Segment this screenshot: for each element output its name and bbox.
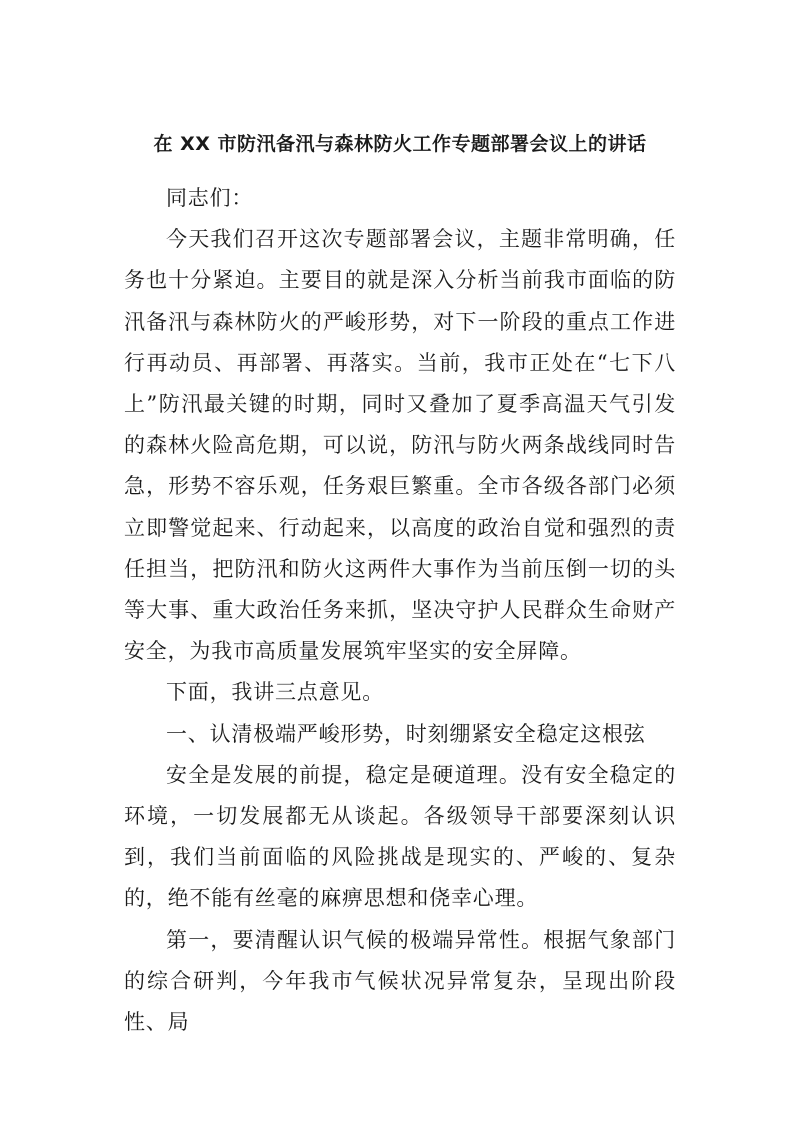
paragraph-first-point: 第一，要清醒认识气候的极端异常性。根据气象部门的综合研判，今年我市气候状况异常复杂，呈现出阶段性、局 [124, 927, 676, 1035]
section-heading-one: 一、认清极端严峻形势，时刻绷紧安全稳定这根弦 [166, 721, 646, 746]
paragraph-opening: 今天我们召开这次专题部署会议，主题非常明确，任务也十分紧迫。主要目的就是深入分析当前我市面临的防汛备汛与森林防火的严峻形势，对下一阶段的重点工作进行再动员、再部署、再落实。当前，我市正处在“七下八上”防汛最关键的时期，同时又叠加了夏季高温天气引发的森林火险高危期，可以说，防汛与防火两条战线同时告急，形势不容乐观，任务艰巨繁重。全市各级各部门必须立即警觉起来、行动起来，以高度的政治自觉和强烈的责任担当，把防汛和防火这两件大事作为当前压倒一切的头等大事、重大政治任务来抓，坚决守护人民群众生命财产安全，为我市高质量发展筑牢坚实的安全屏障。 [124, 227, 676, 664]
document-title: 在 XX 市防汛备汛与森林防火工作专题部署会议上的讲话 [153, 133, 647, 155]
paragraph-outline: 下面，我讲三点意见。 [166, 680, 384, 705]
document-body [124, 178, 676, 1043]
paragraph-salutation: 同志们： [166, 186, 254, 210]
paragraph-safety: 安全是发展的前提，稳定是硬道理。没有安全稳定的环境，一切发展都无从谈起。各级领导干部要深刻认识到，我们当前面临的风险挑战是现实的、严峻的、复杂的，绝不能有丝毫的麻痹思想和侥幸心理。 [124, 762, 676, 911]
